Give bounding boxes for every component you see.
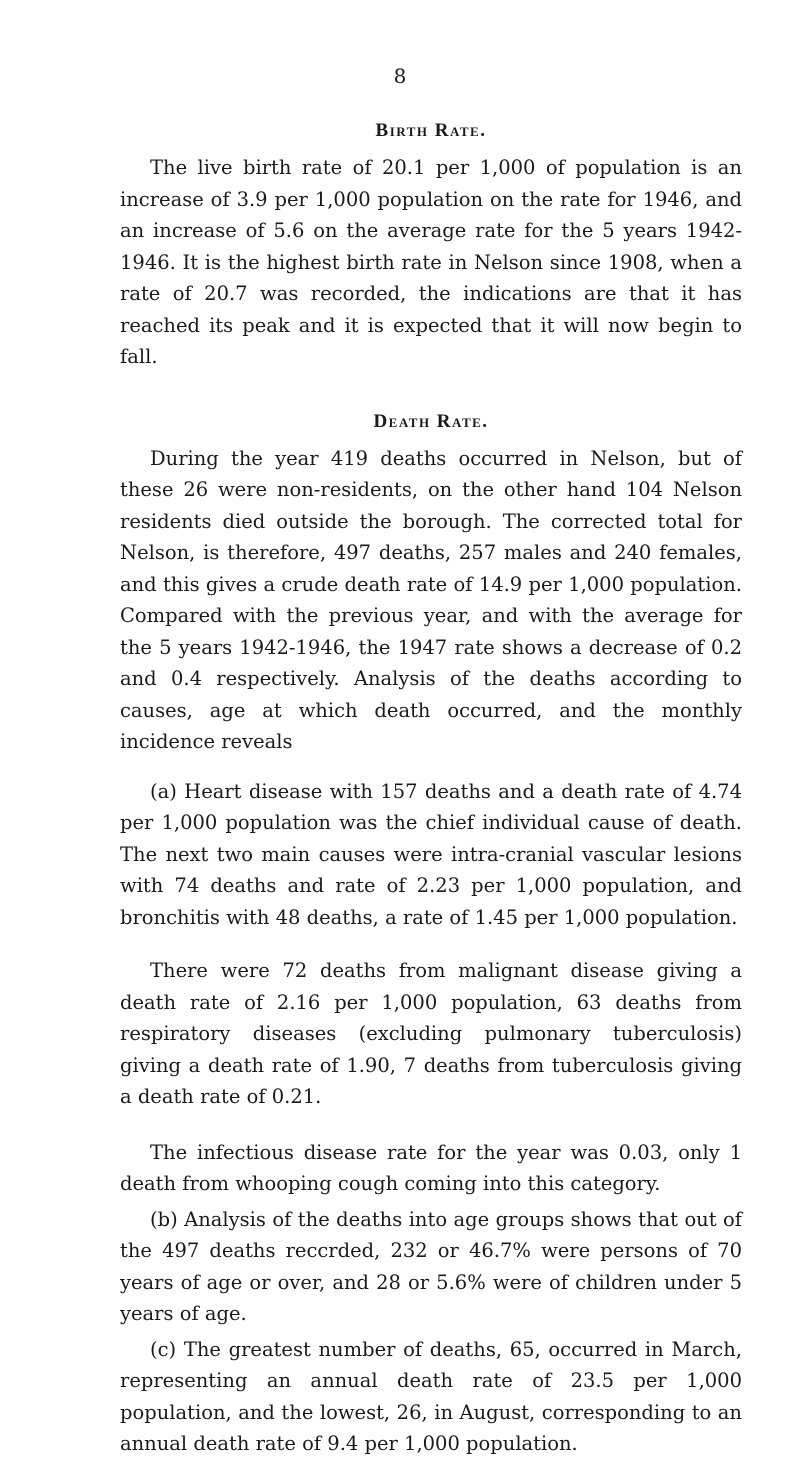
birth-rate-section [120, 120, 742, 373]
infectious-disease-paragraph: The infectious disease rate for the year was 0.03, only 1 death from whooping cough coming into this category. [120, 1140, 742, 1195]
death-rate-intro-paragraph: During the year 419 deaths occurred in Nelson, but of these 26 were non-residents, on the other hand 104 Nelson residents died outside the borough. The corrected total for Nelson, is therefore, 497 deaths, 257 males and 240 females, and this gives a crude death rate of 14.9 per 1,000 population. Compared with the previous year, and with the average for the 5 years 1942-1946, the 1947 rate shows a decrease of 0.2 and 0.4 respectively. Analysis of the deaths according to causes, age at which death occurred, and the monthly incidence reveals [120, 446, 742, 753]
malignant-disease-paragraph: There were 72 deaths from malignant disease giving a death rate of 2.16 per 1,000 population, 63 deaths from respiratory diseases (excluding pulmonary tuberculosis) giving a death rate of 1.90, 7 deaths from tuberculosis giving a death rate of 0.21. [120, 959, 742, 1108]
page-number: 8 [393, 64, 407, 88]
age-groups-item-b: (b) Analysis of the deaths into age groups shows that out of the 497 deaths reccrded, 232 or 46.7% were persons of 70 years of age or over, and 28 or 5.6% were of children under 5 years of age. [120, 1207, 742, 1325]
death-cause-item-a: (a) Heart disease with 157 deaths and a death rate of 4.74 per 1,000 population was the chief individual cause of death. The next two main causes were intra-cranial vascular lesions with 74 deaths and rate of 2.23 per 1,000 population, and bronchitis with 48 deaths, a rate of 1.45 per 1,000 population. [120, 779, 742, 929]
monthly-incidence-item-c: (c) The greatest number of deaths, 65, occurred in March, representing an annual death rate of 23.5 per 1,000 population, and the lowest, 26, in August, corresponding to an annual death rate of 9.4 per 1,000 population. [120, 1337, 742, 1455]
birth-rate-paragraph: The live birth rate of 20.1 per 1,000 of population is an increase of 3.9 per 1,000 population on the rate for 1946, and an increase of 5.6 on the average rate for the 5 years 1942-1946. It is the highest birth rate in Nelson since 1908, when a rate of 20.7 was recorded, the indications are that it has reached its peak and it is expected that it will now begin to fall. [120, 156, 742, 368]
death-rate-section [120, 411, 742, 1460]
death-rate-heading: Death Rate. [373, 410, 489, 432]
birth-rate-heading: Birth Rate. [375, 120, 487, 141]
